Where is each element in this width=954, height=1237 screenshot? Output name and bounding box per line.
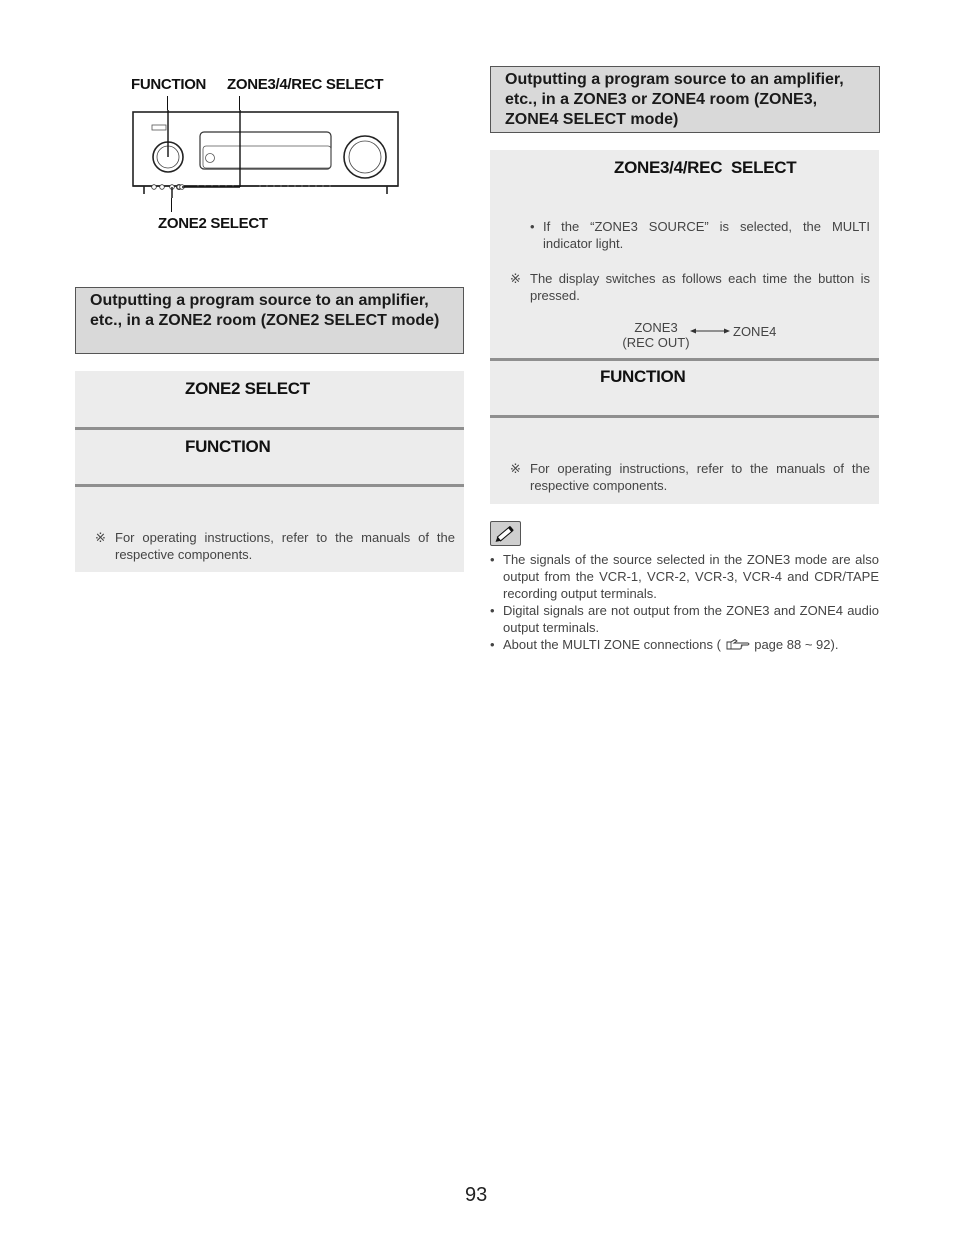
zone34-note-display: [510, 270, 870, 304]
zone34-section-title: Outputting a program source to an amplifier, etc., in a ZONE3 or ZONE4 room (ZONE3, ZONE4 SELECT mode): [505, 71, 844, 128]
page-number: 93: [465, 1184, 488, 1206]
step-zone2-select: ZONE2 SELECT: [185, 379, 310, 398]
note-mark: ※: [95, 530, 106, 545]
bullet-text: If the “ZONE3 SOURCE” is selected, the MULTI indicator light.: [543, 219, 870, 251]
note-mark: ※: [510, 271, 521, 286]
memo-list: [490, 551, 879, 653]
zone34-section-header: [490, 66, 880, 133]
step-zone34-rec-select: ZONE3/4/REC SELECT: [614, 158, 797, 177]
divider: [490, 358, 879, 361]
bullet-mark: •: [490, 603, 495, 618]
note-mark: ※: [510, 461, 521, 476]
zone2-section-title: Outputting a program source to an amplifier, etc., in a ZONE2 room (ZONE2 SELECT mode): [90, 292, 440, 329]
memo-item: [490, 602, 879, 636]
label-function: FUNCTION: [131, 76, 207, 93]
bullet-mark: •: [530, 219, 535, 234]
step-function: FUNCTION: [600, 367, 686, 386]
label-zone2-select: ZONE2 SELECT: [158, 215, 268, 232]
memo-item-text: About the MULTI ZONE connections (: [503, 637, 721, 652]
memo-item-text: Digital signals are not output from the ZONE3 and ZONE4 audio output terminals.: [503, 603, 879, 635]
pointing-hand-icon: [725, 638, 751, 651]
bullet-mark: •: [490, 637, 495, 652]
zone34-bullet: [530, 218, 870, 252]
pencil-icon: [490, 521, 521, 546]
memo-item: [490, 551, 879, 602]
memo-item: [490, 636, 879, 653]
switch-zone3-label: ZONE3: [634, 320, 678, 335]
zone34-steps-panel: [490, 150, 879, 504]
double-arrow-icon: [690, 326, 730, 336]
zone2-steps-panel: [75, 371, 464, 572]
divider: [75, 427, 464, 430]
memo-item-text: page 88 ~ 92).: [754, 637, 839, 652]
note-text: The display switches as follows each time the button is pressed.: [530, 271, 870, 303]
label-zone34-rec-select: ZONE3/4/REC SELECT: [227, 76, 384, 93]
step-function: FUNCTION: [185, 437, 271, 456]
switch-option-zone4: ZONE4: [733, 324, 777, 339]
note-text: For operating instructions, refer to the manuals of the respective components.: [530, 461, 870, 493]
callout-line-zone2: [171, 198, 172, 212]
receiver-front-panel-diagram: [132, 110, 399, 198]
callout-line-zone34: [239, 96, 240, 110]
memo-item-text: The signals of the source selected in the ZONE3 mode are also output from the VCR-1, VCR-2, VCR-3, VCR-4 and CDR/TAPE recording output terminals.: [503, 552, 879, 601]
divider: [490, 415, 879, 418]
zone2-section-header: [75, 287, 464, 354]
switch-option-zone3: [618, 320, 694, 350]
zone2-note: [95, 529, 455, 563]
note-text: For operating instructions, refer to the manuals of the respective components.: [115, 530, 455, 562]
callout-line-function: [167, 96, 168, 110]
switch-rec-out-label: (REC OUT): [622, 335, 690, 350]
bullet-mark: •: [490, 552, 495, 567]
zone34-note: [510, 460, 870, 494]
divider: [75, 484, 464, 487]
